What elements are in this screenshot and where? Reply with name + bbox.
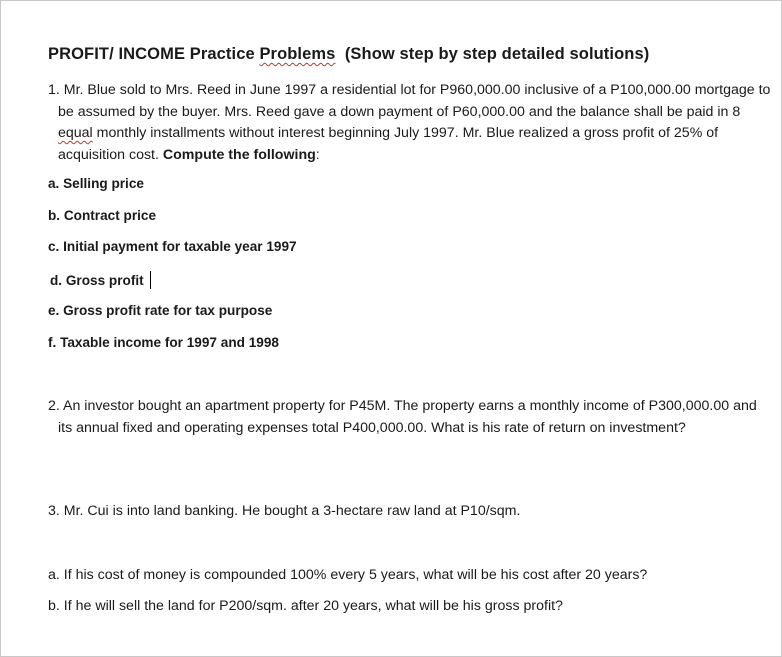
- problem-1-text-a: 1. Mr. Blue sold to Mrs. Reed in June 1997 a residential lot for P960,000.00 inclusive of a P100,000.00 mortgage to be assumed by the buyer. Mrs. Reed gave a down payment of P60,000.00 and the balance shall be paid in 8: [48, 82, 771, 120]
- item-a-selling-price: a. Selling price: [48, 176, 144, 191]
- problem-2: 2. An investor bought an apartment property for P45M. The property earns a monthly income of P300,000.00 and its annual fixed and operating expenses total P400,000.00. What is his rate of return on investment?: [48, 398, 757, 436]
- problem-3-item-b: b. If he will sell the land for P200/sqm. after 20 years, what will be his gross profit?: [48, 598, 563, 614]
- problem-1-colon: :: [315, 146, 320, 163]
- problem-1-compute: Compute the following: [162, 146, 316, 163]
- problem-1-word-equal: equal: [58, 125, 93, 141]
- title-text-1: PROFIT/ INCOME Practice: [48, 45, 260, 63]
- item-e-gross-profit-rate: e. Gross profit rate for tax purpose: [48, 303, 273, 318]
- text-cursor: [150, 271, 151, 289]
- item-d-label: d. Gross profit: [50, 273, 144, 288]
- title-text-problems: Problems: [259, 45, 336, 63]
- problem-3-item-a: a. If his cost of money is compounded 100% every 5 years, what will be his cost after 20 years?: [48, 567, 648, 583]
- problem-3: 3. Mr. Cui is into land banking. He bought a 3-hectare raw land at P10/sqm.: [48, 503, 521, 519]
- title-text-3: (Show step by step detailed solutions): [335, 45, 650, 63]
- problem-1: [48, 80, 774, 166]
- item-d-gross-profit: [50, 271, 151, 289]
- problem-1-text-b: monthly installments without interest beginning July 1997. Mr. Blue realized a gross profit of 25% of acquisition cost.: [58, 125, 719, 163]
- item-c-initial-payment: c. Initial payment for taxable year 1997: [48, 239, 297, 254]
- item-b-contract-price: b. Contract price: [48, 208, 157, 223]
- item-f-taxable-income: f. Taxable income for 1997 and 1998: [48, 335, 279, 350]
- document-title: [48, 45, 649, 64]
